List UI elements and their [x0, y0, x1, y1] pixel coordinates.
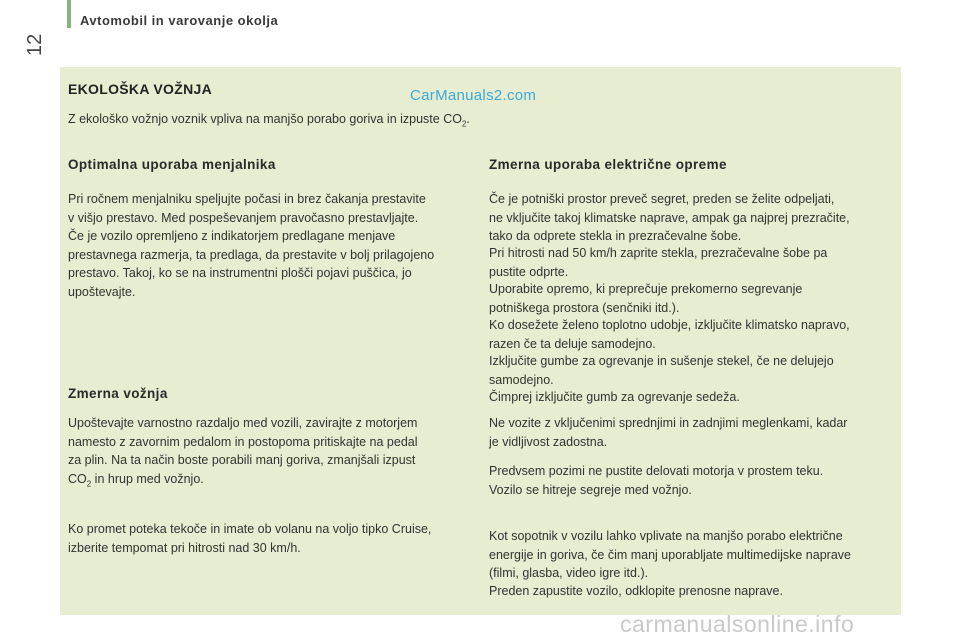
co-suffix: in hrup med vožnjo.: [91, 471, 204, 486]
text-line: ne vključite takoj klimatske naprave, ampak ga najprej prezračite,: [489, 210, 850, 225]
co-text: CO: [68, 471, 87, 486]
text-line: Izključite gumbe za ogrevanje in sušenje stekel, če ne delujejo: [489, 354, 834, 368]
text-line: je vidljivost zadostna.: [489, 434, 608, 449]
watermark-bottom: carmanualsonline.info: [620, 611, 855, 637]
electric-paragraph-2: [489, 244, 827, 281]
gearbox-line: prestavo. Takoj, ko se na instrumentni plošči pojavi puščica, jo: [68, 266, 412, 280]
electric-paragraph-1: [489, 190, 850, 246]
text-line: Predvsem pozimi ne pustite delovati motorja v prostem teku.: [489, 464, 824, 478]
electric-paragraph-5: [489, 352, 834, 389]
gearbox-heading: Optimalna uporaba menjalnika: [68, 157, 276, 172]
text-line: Vozilo se hitreje segreje med vožnjo.: [489, 482, 692, 497]
text-line: Uporabite opremo, ki preprečuje prekomerno segrevanje: [489, 282, 803, 296]
text-line: Kot sopotnik v vozilu lahko vplivate na manjšo porabo električne: [489, 529, 843, 543]
gearbox-line: Če je vozilo opremljeno z indikatorjem predlagane menjave: [68, 229, 396, 243]
text-line: (filmi, glasba, video igre itd.).: [489, 566, 649, 580]
page-number: 12: [24, 33, 46, 56]
text-line: Čimprej izključite gumb za ogrevanje sedeža.: [489, 390, 740, 404]
text-line: potniškega prostora (senčniki itd.).: [489, 300, 680, 315]
gearbox-line: v višjo prestavo. Med pospeševanjem pravočasno prestavljajte.: [68, 210, 419, 225]
gearbox-line: prestavnega razmerja, ta predlaga, da prestavite v bolj prilagojeno: [68, 247, 435, 262]
electric-paragraph-10: [489, 582, 783, 601]
electric-paragraph-4: [489, 316, 850, 353]
text-line: energije in goriva, če čim manj uporabljate multimedijske naprave: [489, 547, 851, 562]
cruise-paragraph: [68, 520, 431, 557]
driving-line: za plin. Na ta način boste porabili manj goriva, zmanjšali izpust: [68, 453, 416, 467]
intro-main: Z ekološko vožnjo voznik vpliva na manjšo porabo goriva in izpuste CO: [68, 112, 462, 126]
intro-end: .: [466, 112, 470, 126]
text-line: Preden zapustite vozilo, odklopite prenosne naprave.: [489, 584, 783, 598]
electric-paragraph-9: [489, 527, 851, 583]
text-line: Pri hitrosti nad 50 km/h zaprite stekla, prezračevalne šobe pa: [489, 246, 828, 260]
gearbox-line: upoštevajte.: [68, 284, 136, 299]
electric-paragraph-3: [489, 280, 802, 317]
electric-paragraph-8: [489, 462, 823, 499]
section-marker-bar: [67, 0, 71, 28]
text-line: tako da odprete stekla in prezračevalne šobe.: [489, 229, 742, 243]
driving-line: namesto z zavornim pedalom in postopoma pritiskajte na pedal: [68, 434, 418, 449]
gearbox-paragraph: [68, 190, 434, 301]
electric-paragraph-7: [489, 414, 847, 451]
driving-paragraph: [68, 414, 418, 488]
section-title: Avtomobil in varovanje okolja: [80, 13, 279, 28]
main-heading: EKOLOŠKA VOŽNJA: [68, 81, 212, 97]
driving-line: Upoštevajte varnostno razdaljo med vozili, zavirajte z motorjem: [68, 416, 418, 430]
text-line: Ko dosežete želeno toplotno udobje, izključite klimatsko napravo,: [489, 318, 850, 332]
text-line: Če je potniški prostor preveč segret, preden se želite odpeljati,: [489, 192, 835, 206]
text-line: samodejno.: [489, 372, 554, 387]
co-subscript: 2: [86, 479, 92, 488]
gearbox-line: Pri ročnem menjalniku speljujte počasi in brez čakanja prestavite: [68, 192, 426, 206]
text-line: pustite odprte.: [489, 264, 569, 279]
cruise-line: Ko promet poteka tekoče in imate ob volanu na voljo tipko Cruise,: [68, 522, 432, 536]
watermark-top: CarManuals2.com: [410, 87, 537, 104]
electric-paragraph-6: [489, 388, 740, 407]
electric-heading: Zmerna uporaba električne opreme: [489, 157, 727, 172]
intro-subscript: 2: [461, 119, 467, 129]
driving-heading: Zmerna vožnja: [68, 386, 168, 401]
text-line: Ne vozite z vključenimi sprednjimi in zadnjimi meglenkami, kadar: [489, 416, 848, 430]
driving-line: [68, 470, 418, 489]
text-line: razen če ta deluje samodejno.: [489, 336, 656, 351]
cruise-line: izberite tempomat pri hitrosti nad 30 km/h.: [68, 540, 301, 555]
intro-text: [68, 112, 470, 129]
